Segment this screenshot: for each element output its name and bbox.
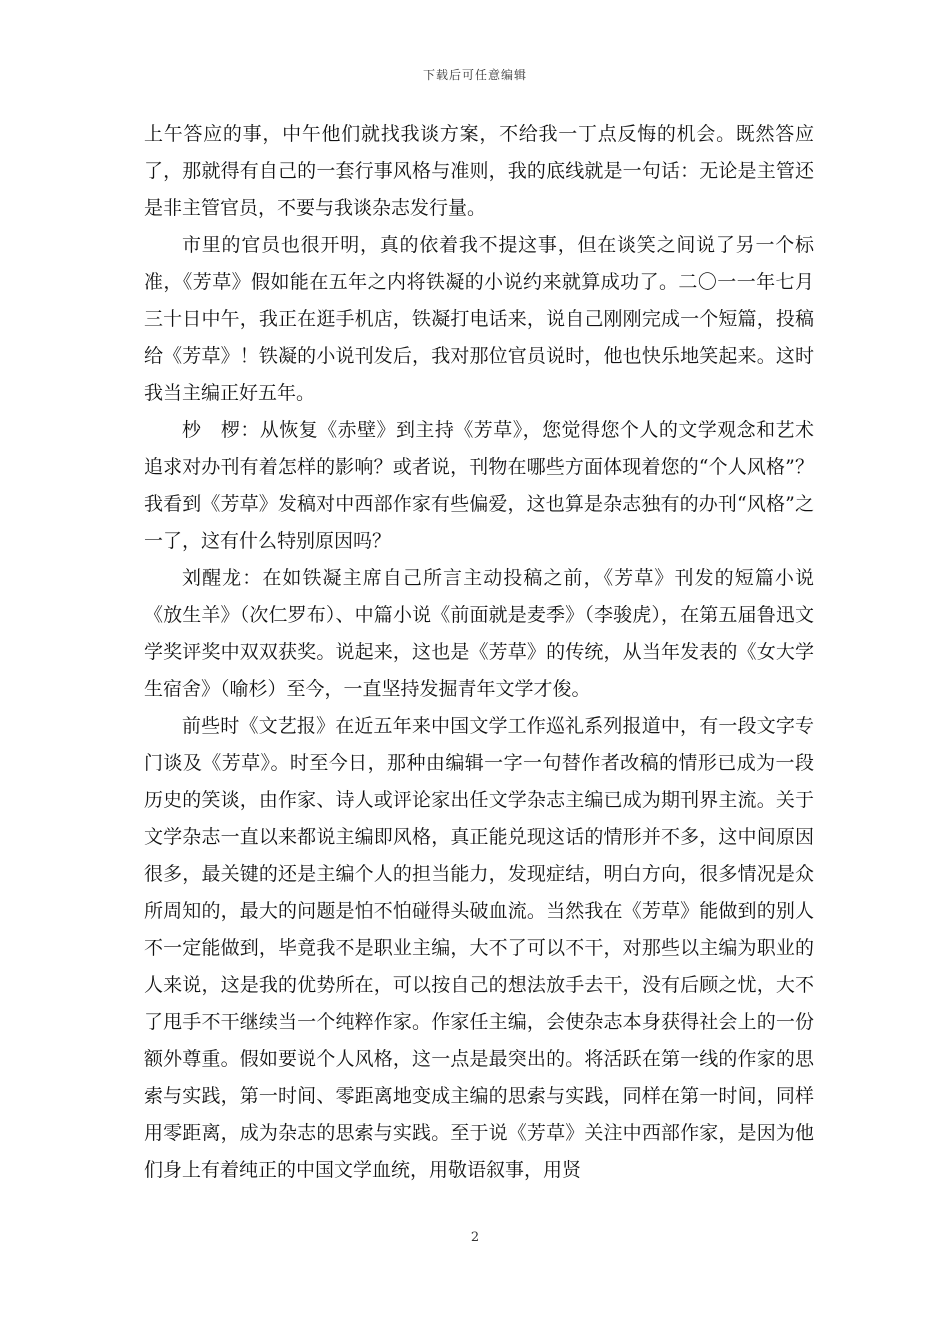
paragraph-1: 上午答应的事，中午他们就找我谈方案，不给我一丁点反悔的机会。既然答应了，那就得有自己的一套行事风格与准则，我的底线就是一句话：无论是主管还是非主管官员，不要与我谈杂志发行量。 xyxy=(144,123,814,219)
document-body xyxy=(144,116,814,1189)
page-number: 2 xyxy=(470,1230,480,1245)
paragraph-4: 刘醒龙：在如铁凝主席自己所言主动投稿之前，《芳草》刊发的短篇小说《放生羊》（次仁罗布）、中篇小说《前面就是麦季》（李骏虎），在第五届鲁迅文学奖评奖中双双获奖。说起来，这也是《芳草》的传统，从当年发表的《女大学生宿舍》（喻杉）至今，一直坚持发掘青年文学才俊。 xyxy=(144,567,814,700)
paragraph-3: 杪 椤：从恢复《赤壁》到主持《芳草》，您觉得您个人的文学观念和艺术追求对办刊有着怎样的影响？或者说，刊物在哪些方面体现着您的“个人风格”？我看到《芳草》发稿对中西部作家有些偏爱，这也算是杂志独有的办刊“风格”之一了，这有什么特别原因吗？ xyxy=(144,419,814,552)
paragraph-2: 市里的官员也很开明，真的依着我不提这事，但在谈笑之间说了另一个标准，《芳草》假如能在五年之内将铁凝的小说约来就算成功了。二〇一一年七月三十日中午，我正在逛手机店，铁凝打电话来，说自己刚刚完成一个短篇，投稿给《芳草》！铁凝的小说刊发后，我对那位官员说时，他也快乐地笑起来。这时我当主编正好五年。 xyxy=(144,234,814,404)
page-header: 下载后可任意编辑 xyxy=(422,68,527,82)
paragraph-5: 前些时《文艺报》在近五年来中国文学工作巡礼系列报道中，有一段文字专门谈及《芳草》。时至今日，那种由编辑一字一句替作者改稿的情形已成为一段历史的笑谈，由作家、诗人或评论家出任文学杂志主编已成为期刊界主流。关于文学杂志一直以来都说主编即风格，真正能兑现这话的情形并不多，这中间原因很多，最关键的还是主编个人的担当能力，发现症结，明白方向，很多情况是众所周知的，最大的问题是怕不怕碰得头破血流。当然我在《芳草》能做到的别人不一定能做到，毕竟我不是职业主编，大不了可以不干，对那些以主编为职业的人来说，这是我的优势所在，可以按自己的想法放手去干，没有后顾之忧，大不了甩手不干继续当一个纯粹作家。作家任主编，会使杂志本身获得社会上的一份额外尊重。假如要说个人风格，这一点是最突出的。将活跃在第一线的作家的思索与实践，第一时间、零距离地变成主编的思索与实践，同样在第一时间，同样用零距离，成为杂志的思索与实践。至于说《芳草》关注中西部作家，是因为他们身上有着纯正的中国文学血统，用敬语叙事，用贤 xyxy=(144,715,814,1181)
